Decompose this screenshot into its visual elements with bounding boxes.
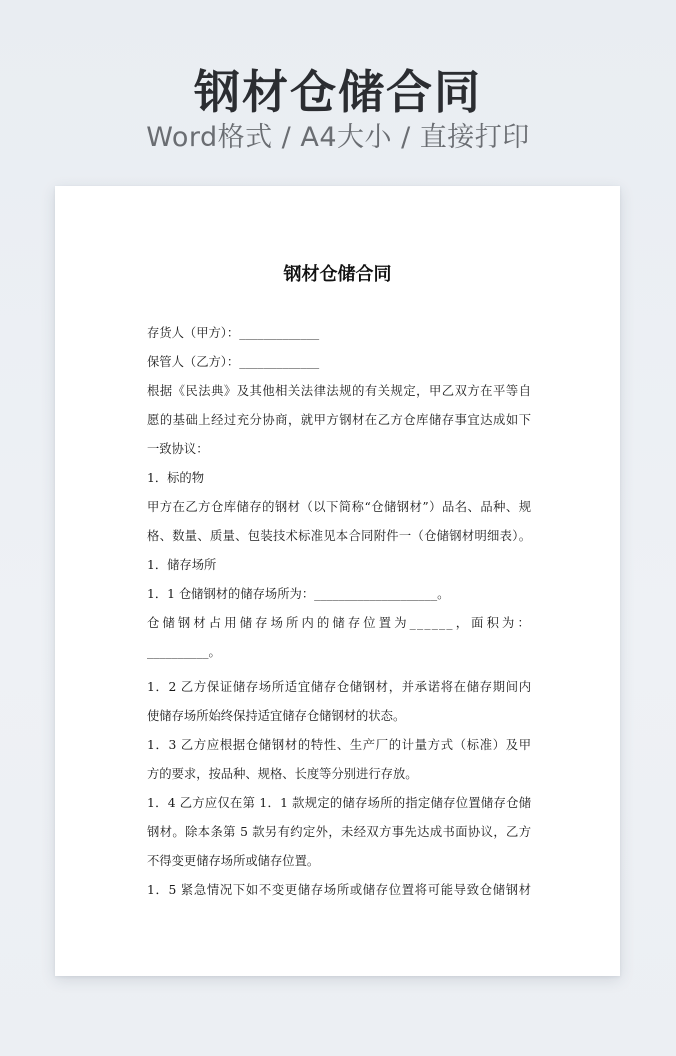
banner-title: 钢材仓储合同: [194, 65, 482, 119]
section-heading: 1．储存场所: [147, 558, 217, 572]
section-heading: 1．标的物: [147, 471, 205, 485]
paragraph-line: 甲方在乙方仓库储存的钢材（以下简称“仓储钢材”）品名、品种、规: [147, 500, 531, 514]
preamble-line: 愿的基础上经过充分协商，就甲方钢材在乙方仓库储存事宜达成如下: [147, 413, 531, 427]
clause-line: 使储存场所始终保持适宜储存仓储钢材的状态。: [147, 709, 406, 723]
document-page: [55, 186, 620, 976]
banner-subtitle: Word格式 / A4大小 / 直接打印: [146, 122, 530, 153]
clause-line: 1．5 紧急情况下如不变更储存场所或储存位置将可能导致仓储钢材: [147, 883, 531, 897]
custodian-line: 保管人（乙方）：_____________: [147, 355, 320, 369]
clause-line: 1．2 乙方保证储存场所适宜储存仓储钢材，并承诺将在储存期间内: [147, 680, 531, 694]
depositor-line: 存货人（甲方）：_____________: [147, 326, 320, 340]
preamble-line: 一致协议：: [147, 442, 209, 456]
clause-line: __________。: [147, 645, 221, 659]
clause-line: 方的要求，按品种、规格、长度等分别进行存放。: [147, 767, 418, 781]
document-body: [147, 319, 531, 905]
clause-line: 仓储钢材占用储存场所内的储存位置为______，面积为：: [147, 616, 531, 630]
paragraph-line: 格、数量、质量、包装技术标准见本合同附件一（仓储钢材明细表）。: [147, 529, 531, 543]
clause-line: 1．4 乙方应仅在第 1．1 款规定的储存场所的指定储存位置储存仓储: [147, 796, 531, 810]
clause-line: 钢材。除本条第 5 款另有约定外，未经双方事先达成书面协议，乙方: [147, 825, 531, 839]
document-title: 钢材仓储合同: [283, 264, 392, 285]
clause-line: 1．3 乙方应根据仓储钢材的特性、生产厂的计量方式（标准）及甲: [147, 738, 531, 752]
preamble-line: 根据《民法典》及其他相关法律法规的有关规定，甲乙双方在平等自: [147, 384, 531, 398]
clause-line: 1．1 仓储钢材的储存场所为：____________________。: [147, 587, 450, 601]
clause-line: 不得变更储存场所或储存位置。: [147, 854, 320, 868]
